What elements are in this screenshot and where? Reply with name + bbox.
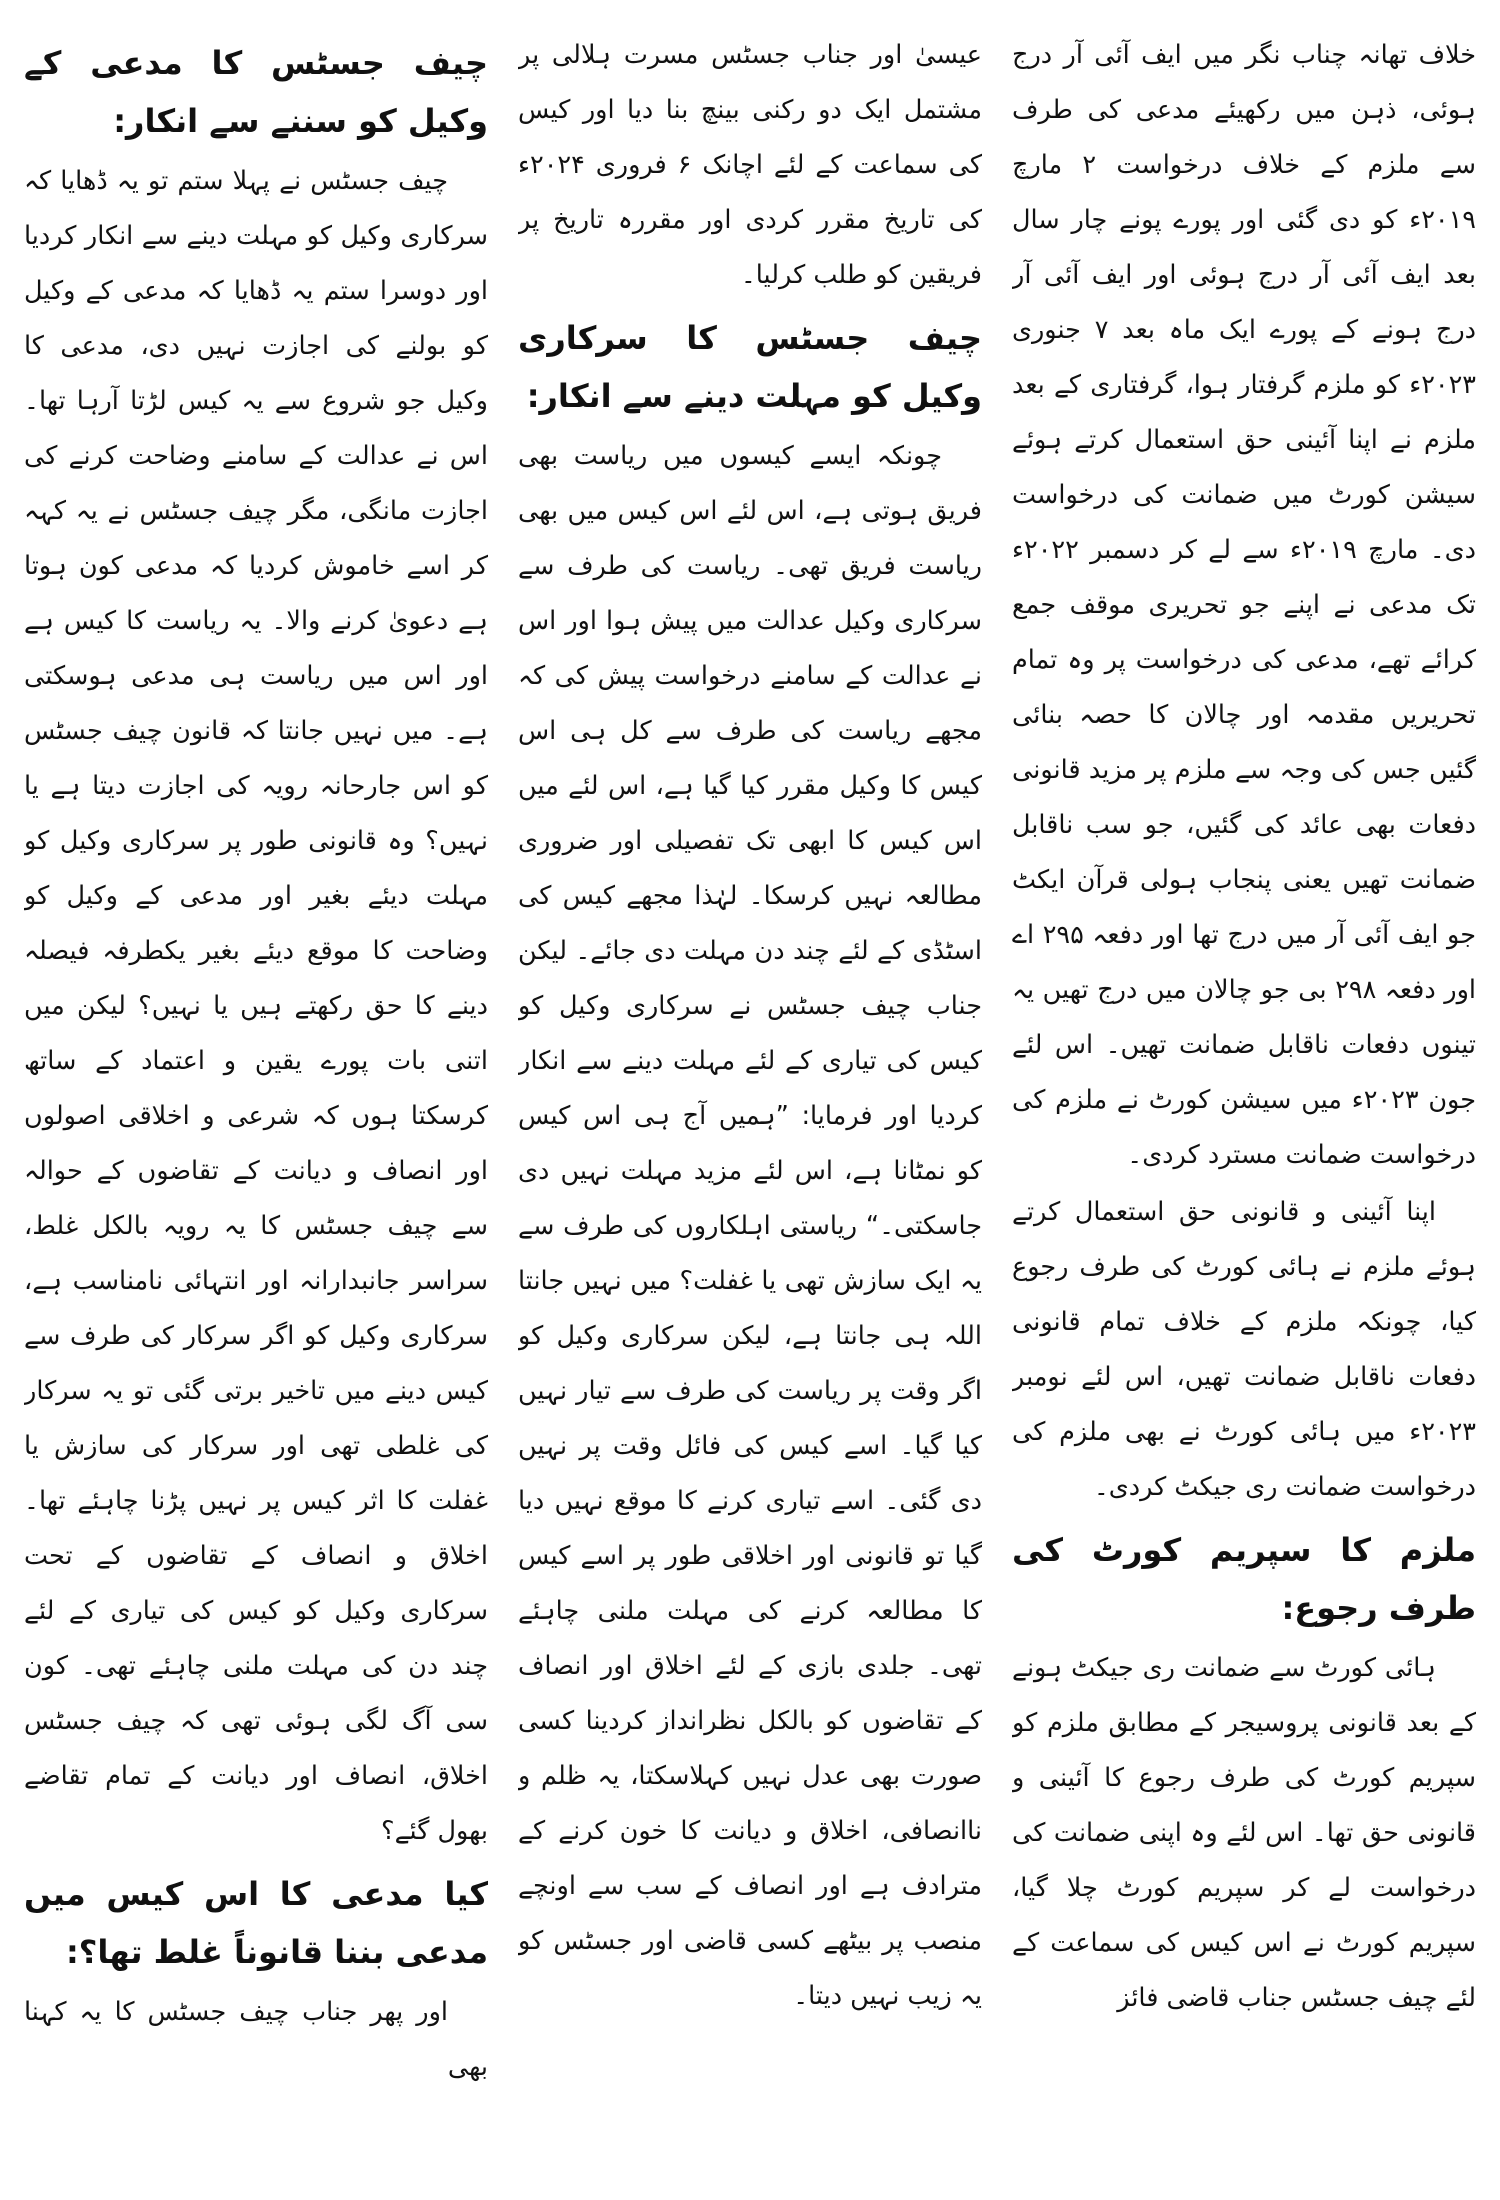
paragraph: چونکہ ایسے کیسوں میں ریاست بھی فریق ہوتی ہے، اس لئے اس کیس میں بھی ریاست فریق تھی۔ ریاست کی طرف سے سرکاری وکیل عدالت میں پیش ہوا اور اس نے عدالت کے سامنے درخواست پیش کی کہ مجھے ریاست کی طرف سے کل ہی اس کیس کا وکیل مقرر کیا گیا ہے، اس لئے میں اس کیس کا ابھی تک تفصیلی اور ضروری مطالعہ نہیں کرسکا۔ لہٰذا مجھے کیس کی اسٹڈی کے لئے چند دن مہلت دی جائے۔ لیکن جناب چیف جسٹس نے سرکاری وکیل کو کیس کی تیاری کے لئے مہلت دینے سے انکار کردیا اور فرمایا: ”ہمیں آج ہی اس کیس کو نمٹانا ہے، اس لئے مزید مہلت نہیں دی جاسکتی۔“ ریاستی اہلکاروں کی طرف سے یہ ایک سازش تھی یا غفلت؟ میں نہیں جانتا اللہ ہی جانتا ہے، لیکن سرکاری وکیل کو اگر وقت پر ریاست کی طرف سے تیار نہیں کیا گیا۔ اسے کیس کی فائل وقت پر نہیں دی گئی۔ اسے تیاری کرنے کا موقع نہیں دیا گیا تو قانونی اور اخلاقی طور پر اسے کیس کا مطالعہ کرنے کی مہلت ملنی چاہئے تھی۔ جلدی بازی کے لئے اخلاق اور انصاف کے تقاضوں کو بالکل نظرانداز کردینا کسی صورت بھی عدل نہیں کہلاسکتا، یہ ظلم و ناانصافی، اخلاق و دیانت کا خون کرنے کے مترادف ہے اور انصاف کے سب سے اونچے منصب پر بیٹھے کسی قاضی اور جسٹس کو یہ زیب نہیں دیتا۔: [518, 441, 982, 2011]
section-heading: چیف جسٹس کا مدعی کے وکیل کو سننے سے انکار:: [24, 44, 488, 140]
paragraph: ہائی کورٹ سے ضمانت ری جیکٹ ہونے کے بعد قانونی پروسیجر کے مطابق ملزم کو سپریم کورٹ کی طرف رجوع کا آئینی و قانونی حق تھا۔ اس لئے وہ اپنی ضمانت کی درخواست لے کر سپریم کورٹ چلا گیا، سپریم کورٹ نے اس کیس کی سماعت کے لئے چیف جسٹس جناب قاضی فائز: [1012, 1653, 1476, 2013]
paragraph: عیسیٰ اور جناب جسٹس مسرت ہلالی پر مشتمل ایک دو رکنی بینچ بنا دیا اور کیس کی سماعت کے لئے اچانک ۶ فروری ۲۰۲۴ء کی تاریخ مقرر کردی اور مقررہ تاریخ پر فریقین کو طلب کرلیا۔: [518, 40, 982, 290]
paragraph: اپنا آئینی و قانونی حق استعمال کرتے ہوئے ملزم نے ہائی کورٹ کی طرف رجوع کیا، چونکہ ملزم کے خلاف تمام قانونی دفعات ناقابل ضمانت تھیں، اس لئے نومبر ۲۰۲۳ء میں ہائی کورٹ نے بھی ملزم کی درخواست ضمانت ری جیکٹ کردی۔: [1012, 1197, 1476, 1502]
paragraph: خلاف تھانہ چناب نگر میں ایف آئی آر درج ہوئی، ذہن میں رکھیئے مدعی کی طرف سے ملزم کے خلاف درخواست ۲ مارچ ۲۰۱۹ء کو دی گئی اور پورے پونے چار سال بعد ایف آئی آر درج ہوئی اور ایف آئی آر درج ہونے کے پورے ایک ماہ بعد ۷ جنوری ۲۰۲۳ء کو ملزم گرفتار ہوا، گرفتاری کے بعد ملزم نے اپنا آئینی حق استعمال کرتے ہوئے سیشن کورٹ میں ضمانت کی درخواست دی۔ مارچ ۲۰۱۹ء سے لے کر دسمبر ۲۰۲۲ء تک مدعی نے اپنے جو تحریری موقف جمع کرائے تھے، مدعی کی درخواست پر وہ تمام تحریریں مقدمہ اور چالان کا حصہ بنائی گئیں جس کی وجہ سے ملزم پر مزید قانونی دفعات بھی عائد کی گئیں، جو سب ناقابل ضمانت تھیں یعنی پنجاب ہولی قرآن ایکٹ جو ایف آئی آر میں درج تھا اور دفعہ ۲۹۵ اے اور دفعہ ۲۹۸ بی جو چالان میں درج تھیں یہ تینوں دفعات ناقابل ضمانت تھیں۔ اس لئے جون ۲۰۲۳ء میں سیشن کورٹ نے ملزم کی درخواست ضمانت مسترد کردی۔: [1012, 40, 1476, 1170]
section-heading: چیف جسٹس کا سرکاری وکیل کو مہلت دینے سے انکار:: [518, 319, 982, 415]
column-middle: [518, 28, 982, 2176]
section-heading: ملزم کا سپریم کورٹ کی طرف رجوع:: [1012, 1531, 1476, 1627]
section-heading: کیا مدعی کا اس کیس میں مدعی بننا قانوناً غلط تھا؟:: [24, 1875, 488, 1971]
paragraph: چیف جسٹس نے پہلا ستم تو یہ ڈھایا کہ سرکاری وکیل کو مہلت دینے سے انکار کردیا اور دوسرا ستم یہ ڈھایا کہ مدعی کے وکیل کو بولنے کی اجازت نہیں دی، مدعی کا وکیل جو شروع سے یہ کیس لڑتا آرہا تھا۔ اس نے عدالت کے سامنے وضاحت کرنے کی اجازت مانگی، مگر چیف جسٹس نے یہ کہہ کر اسے خاموش کردیا کہ مدعی کون ہوتا ہے دعویٰ کرنے والا۔ یہ ریاست کا کیس ہے اور اس میں ریاست ہی مدعی ہوسکتی ہے۔ میں نہیں جانتا کہ قانون چیف جسٹس کو اس جارحانہ رویہ کی اجازت دیتا ہے یا نہیں؟ وہ قانونی طور پر سرکاری وکیل کو مہلت دیئے بغیر اور مدعی کے وکیل کو وضاحت کا موقع دیئے بغیر یکطرفہ فیصلہ دینے کا حق رکھتے ہیں یا نہیں؟ لیکن میں اتنی بات پورے یقین و اعتماد کے ساتھ کرسکتا ہوں کہ شرعی و اخلاقی اصولوں اور انصاف و دیانت کے تقاضوں کے حوالہ سے چیف جسٹس کا یہ رویہ بالکل غلط، سراسر جانبدارانہ اور انتہائی نامناسب ہے، سرکاری وکیل کو اگر سرکار کی طرف سے کیس دینے میں تاخیر برتی گئی تو یہ سرکار کی غلطی تھی اور سرکار کی سازش یا غفلت کا اثر کیس پر نہیں پڑنا چاہئے تھا۔ اخلاق و انصاف کے تقاضوں کے تحت سرکاری وکیل کو کیس کی تیاری کے لئے چند دن کی مہلت ملنی چاہئے تھی۔ کون سی آگ لگی ہوئی تھی کہ چیف جسٹس اخلاق، انصاف اور دیانت کے تمام تقاضے بھول گئے؟: [24, 166, 488, 1846]
column-right: [1012, 28, 1476, 2176]
column-left: [24, 28, 488, 2176]
paragraph: اور پھر جناب چیف جسٹس کا یہ کہنا بھی: [24, 1997, 488, 2082]
